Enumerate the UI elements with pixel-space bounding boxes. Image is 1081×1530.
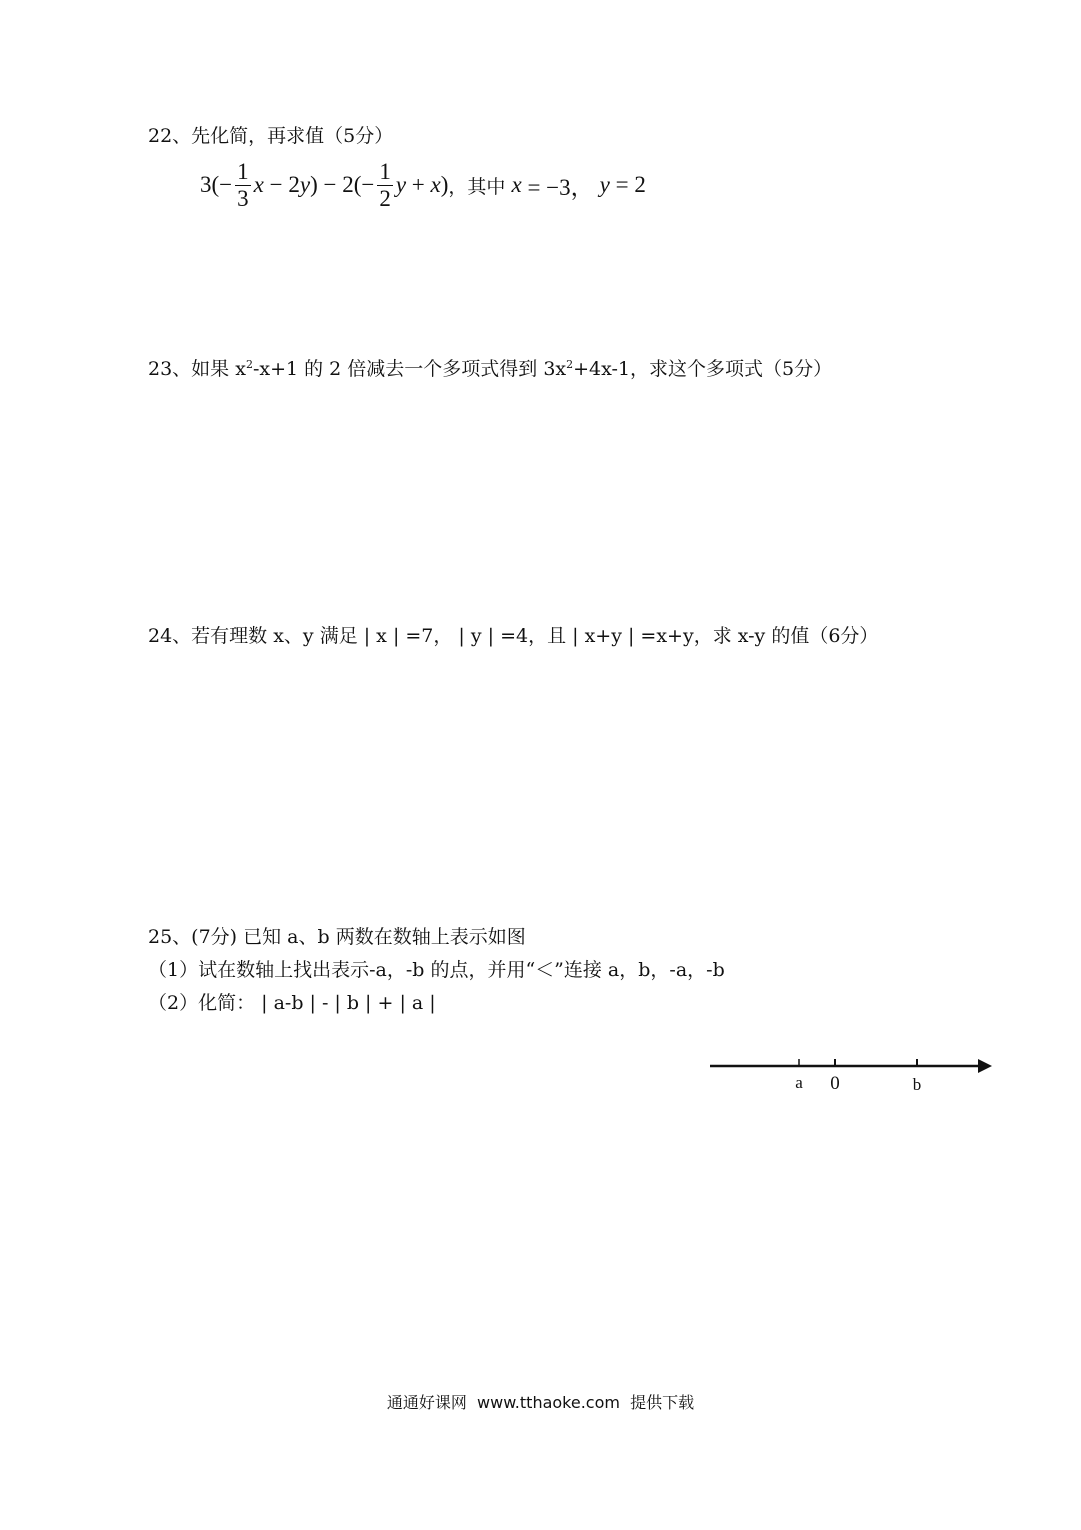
q25-part2: （2）化简： | a-b | - | b | + | a | bbox=[148, 992, 436, 1014]
var-y: y bbox=[299, 172, 311, 197]
var-x: x bbox=[430, 172, 441, 197]
q23-part: +4x-1，求这个多项式（5分） bbox=[573, 358, 833, 380]
fraction-numerator: 1 bbox=[379, 158, 391, 184]
expr-part: + bbox=[406, 172, 431, 197]
q23-text bbox=[148, 357, 832, 381]
expr-part: ) − 2(− bbox=[310, 172, 375, 197]
q25-part1: （1）试在数轴上找出表示-a，-b 的点，并用“＜”连接 a，b，-a，-b bbox=[148, 959, 725, 981]
label-b: b bbox=[912, 1075, 922, 1094]
var-x: x bbox=[511, 172, 522, 197]
expr-part: − 2 bbox=[263, 172, 300, 197]
var-x: x bbox=[253, 172, 264, 197]
q22-expression bbox=[200, 150, 646, 220]
q24-text: 24、若有理数 x、y 满足 | x | =7， | y | =4，且 | x+y | =x+y，求 x-y 的值（6分） bbox=[148, 625, 879, 647]
arrow-right-icon bbox=[978, 1059, 992, 1073]
fraction-denominator: 3 bbox=[237, 185, 249, 211]
label-0: 0 bbox=[830, 1073, 840, 1094]
var-y: y bbox=[395, 172, 407, 197]
number-line bbox=[700, 1050, 1000, 1100]
q25-title: 25、(7分) 已知 a、b 两数在数轴上表示如图 bbox=[148, 926, 526, 948]
q22-title: 22、先化简，再求值（5分） bbox=[148, 125, 394, 147]
superscript: 2 bbox=[566, 358, 574, 371]
q23-part: 23、如果 x bbox=[148, 358, 246, 380]
fraction-numerator: 1 bbox=[237, 158, 249, 184]
fraction-one-third bbox=[235, 159, 251, 212]
fraction-one-half bbox=[377, 159, 393, 212]
expr-part: 3(− bbox=[200, 172, 233, 197]
q23-part: -x+1 的 2 倍减去一个多项式得到 3x bbox=[252, 358, 567, 380]
expr-part: ) bbox=[440, 172, 449, 197]
label-a: a bbox=[795, 1073, 803, 1092]
page-footer: 通通好课网 www.tthaoke.com 提供下载 bbox=[386, 1393, 695, 1412]
condition-y-value: = 2 bbox=[609, 172, 646, 197]
fraction-denominator: 2 bbox=[379, 185, 391, 211]
var-y: y bbox=[599, 172, 610, 197]
superscript: 2 bbox=[245, 358, 253, 371]
condition-text: ，其中 bbox=[448, 175, 512, 198]
condition-x-value: = −3， bbox=[521, 174, 594, 200]
